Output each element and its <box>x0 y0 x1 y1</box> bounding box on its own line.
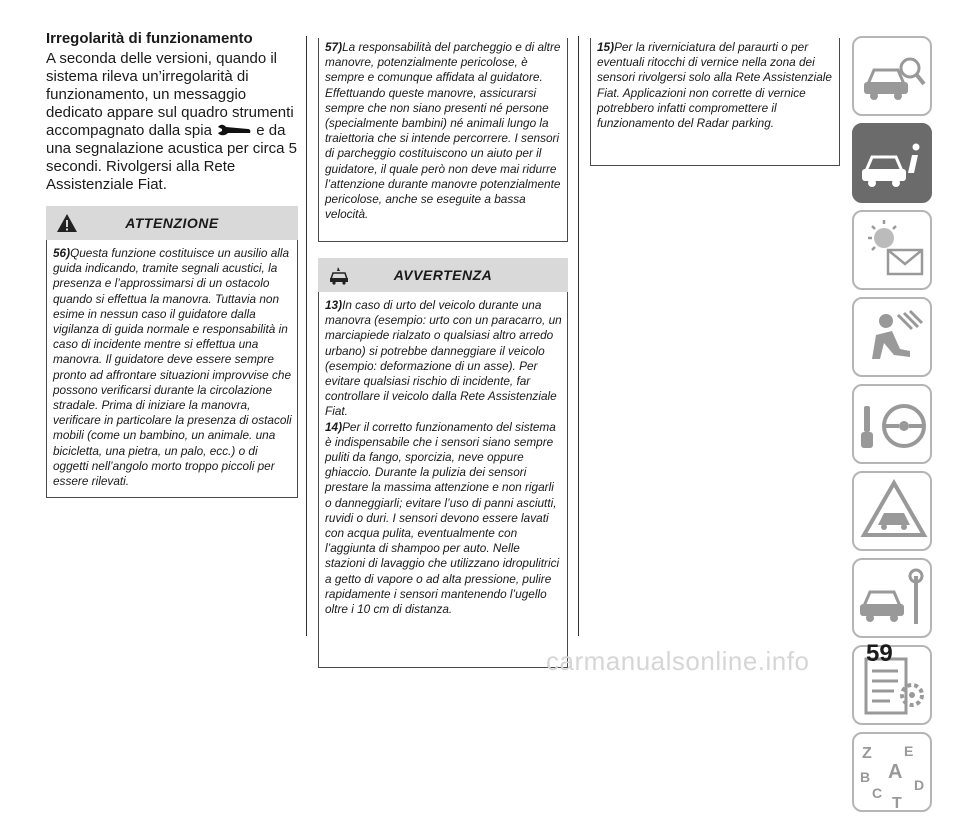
attenzione-box <box>46 206 298 498</box>
note-text-57: La responsabilità del parcheggio e di altre manovre, potenzialmente pericolose, è sempre e comunque affidata al guidatore. Effettuando queste manovre, assicurarsi sempre che non siano presenti né persone (specialmente bambini) né animali lungo la traiettoria che si intende percorrere. I sensori di parcheggio costituiscono un aiuto per il guidatore, il quale però non deve mai ridurre l’attenzione durante manovre potenzialmente pericolose, anche se eseguite a bassa velocità. <box>325 40 561 222</box>
note-ref-57: 57) <box>325 40 343 54</box>
column-divider <box>306 36 307 636</box>
steering-key-icon <box>854 386 934 466</box>
tab-safety[interactable] <box>852 297 932 377</box>
note-text-56: Questa funzione costituisce un ausilio alla guida indicando, tramite segnali acustici, la presenza e l’approssimarsi di un ostacolo quando si effettua la manovra. Tuttavia non esime in nessun caso il guidatore dalla vigilanza di guida normale e responsabilità in caso di incidente mentre si effettua una manovra. Il guidatore deve essere sempre pronto ad affrontare situazioni improvvise che possono verificarsi durante la circolazione stradale. Prima di iniziare la manovra, verificare in particolare la presenza di ostacoli mobili (come un bambino, un animale. una bicicletta, una pietra, un palo, ecc.) o di oggetti nell’angolo morto troppo piccoli per essere rilevati. <box>53 246 292 489</box>
paragraph-text-after: e da una segnalazione acustica per circa 5 secondi. Rivolgersi alla Rete Assistenziale Fiat. <box>46 122 297 193</box>
note-ref-15: 15) <box>597 40 615 54</box>
tab-maintenance[interactable] <box>852 558 932 638</box>
tab-warning-lights[interactable] <box>852 210 932 290</box>
car-info-icon <box>854 125 934 205</box>
svg-text:T: T <box>892 795 902 812</box>
note-text-15: Per la riverniciatura del paraurti o per eventuali ritocchi di vernice nella zona dei sensori rivolgersi solo alla Rete Assistenziale Fiat. Applicazioni non corrette di vernice potrebbero infatti compromettere il funzionamento del Radar parking. <box>597 40 832 131</box>
attenzione-note-57 <box>318 38 568 242</box>
svg-text:A: A <box>888 761 903 783</box>
section-title: Irregolarità di funzionamento <box>46 30 253 47</box>
car-search-icon <box>854 38 934 118</box>
avvertenza-banner <box>318 258 568 292</box>
index-letters-icon <box>854 734 934 814</box>
tab-index[interactable] <box>852 732 932 812</box>
car-maintenance-icon <box>854 560 934 640</box>
avvertenza-heading: AVVERTENZA <box>393 267 493 283</box>
road-emergency-icon <box>854 473 934 553</box>
svg-text:Z: Z <box>862 745 872 762</box>
tab-car-info[interactable] <box>852 123 932 203</box>
svg-text:C: C <box>872 785 883 801</box>
note-text-14: Per il corretto funzionamento del sistema è indispensabile che i sensori siano sempre puliti da fango, sporcizia, neve oppure ghiaccio. Durante la pulizia dei sensori prestare la massima attenzione e non rigarli o danneggiarli; evitare l’uso di panni asciutti, ruvidi o duri. I sensori devono essere lavati con acqua pulita, eventualmente con l’aggiunta di shampoo per auto. Nelle stazioni di lavaggio che utilizzano idropulitrici a getto di vapore o ad alta pressione, pulire rapidamente i sensori mantenendo l’ugello oltre i 10 cm di distanza. <box>325 419 560 617</box>
warning-lights-icon <box>854 212 934 292</box>
warning-triangle-icon <box>56 212 78 234</box>
avvertenza-notes <box>318 292 568 668</box>
note-ref-13: 13) <box>325 298 343 312</box>
svg-text:E: E <box>904 743 914 759</box>
wrench-warning-icon <box>216 123 252 137</box>
tab-car-search[interactable] <box>852 36 932 116</box>
tab-starting-driving[interactable] <box>852 384 932 464</box>
page-number: 59 <box>866 640 893 667</box>
watermark: carmanualsonline.info <box>546 646 810 676</box>
svg-text:B: B <box>860 769 871 785</box>
section-paragraph <box>46 50 298 194</box>
attenzione-note-56 <box>46 240 298 498</box>
avvertenza-note-15 <box>590 38 840 166</box>
safety-airbag-icon <box>854 299 934 379</box>
avvertenza-note-13 <box>325 298 563 420</box>
column-divider <box>578 36 579 636</box>
attenzione-banner <box>46 206 298 240</box>
paragraph-text-before: A seconda delle versioni, quando il sistema rileva un’irregolarità di funzionamento, un messaggio dedicato appare sul quadro strumenti accompagnato dalla spia <box>46 50 294 139</box>
avvertenza-box <box>318 258 568 668</box>
avvertenza-note-14 <box>325 420 563 618</box>
note-ref-56: 56) <box>53 246 71 260</box>
chapter-sidebar <box>852 36 934 819</box>
note-text-13: In caso di urto del veicolo durante una manovra (esempio: urto con un paracarro, un marciapiede rialzato o qualsiasi altro arredo urbano) si potrebbe danneggiare il veicolo (esempio: deformazione di un asse). Per evitare qualsiasi rischio di incidente, far controllare il veicolo dalla Rete Assistenziale Fiat. <box>325 298 562 419</box>
section-irregolarita <box>46 30 298 194</box>
svg-text:D: D <box>914 777 925 793</box>
note-ref-14: 14) <box>325 419 343 434</box>
car-damage-icon <box>328 264 350 286</box>
tab-emergency[interactable] <box>852 471 932 551</box>
attenzione-heading: ATTENZIONE <box>125 215 219 231</box>
